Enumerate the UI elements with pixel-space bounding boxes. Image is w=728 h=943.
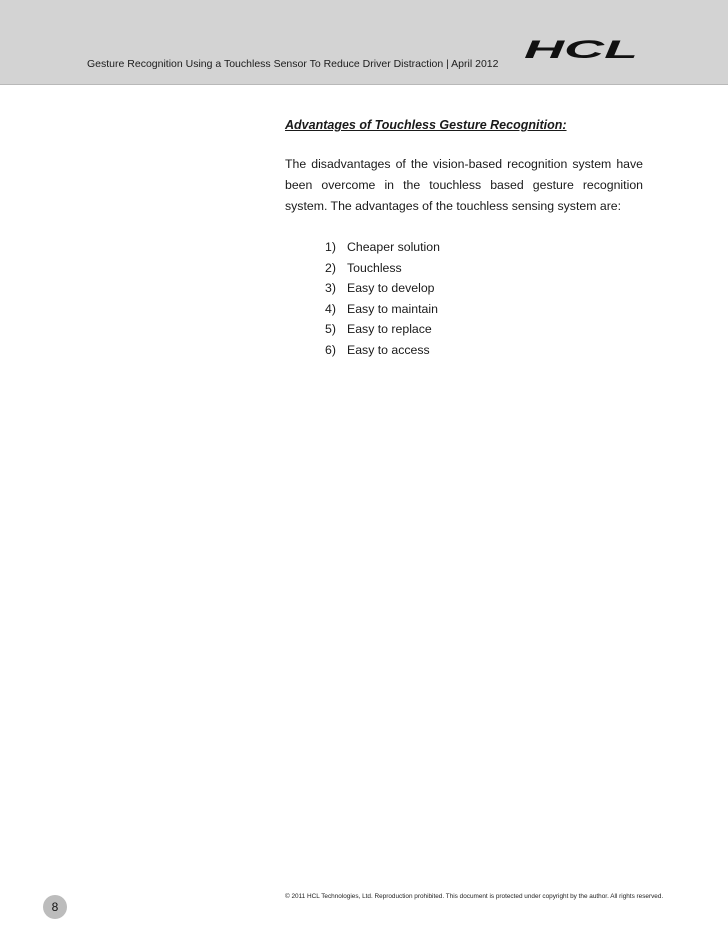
list-item-text: Easy to access [347, 342, 430, 357]
list-item-text: Touchless [347, 260, 402, 275]
list-item [325, 278, 440, 299]
list-item-text: Easy to develop [347, 281, 435, 296]
list-item [325, 258, 440, 279]
list-item-number: 5) [325, 322, 336, 337]
body-paragraph: The disadvantages of the vision-based recognition system have been overcome in the touchless based gesture recognition system. The advantages of the touchless sensing system are: [285, 157, 643, 213]
list-item-text: Easy to maintain [347, 301, 438, 316]
list-item-number: 3) [325, 281, 336, 296]
list-item-text: Easy to replace [347, 322, 432, 337]
list-item [325, 319, 440, 340]
list-item [325, 299, 440, 320]
section-heading: Advantages of Touchless Gesture Recognition: [285, 118, 567, 132]
list-item [325, 340, 440, 361]
page-number-badge: 8 [43, 895, 67, 919]
list-item-number: 1) [325, 240, 336, 254]
copyright-notice: © 2011 HCL Technologies, Ltd. Reproduction prohibited. This document is protected under copyright by the author. All rights reserved. [285, 893, 664, 900]
list-item-number: 6) [325, 342, 336, 357]
list-item [325, 237, 440, 258]
document-title: Gesture Recognition Using a Touchless Sensor To Reduce Driver Distraction | April 2012 [87, 58, 499, 70]
advantages-list [325, 237, 440, 361]
list-item-number: 4) [325, 301, 336, 316]
svg-text:HCL: HCL [524, 36, 638, 64]
hcl-logo [522, 36, 642, 64]
list-item-text: Cheaper solution [347, 240, 440, 254]
header-band [0, 0, 728, 85]
list-item-number: 2) [325, 260, 336, 275]
